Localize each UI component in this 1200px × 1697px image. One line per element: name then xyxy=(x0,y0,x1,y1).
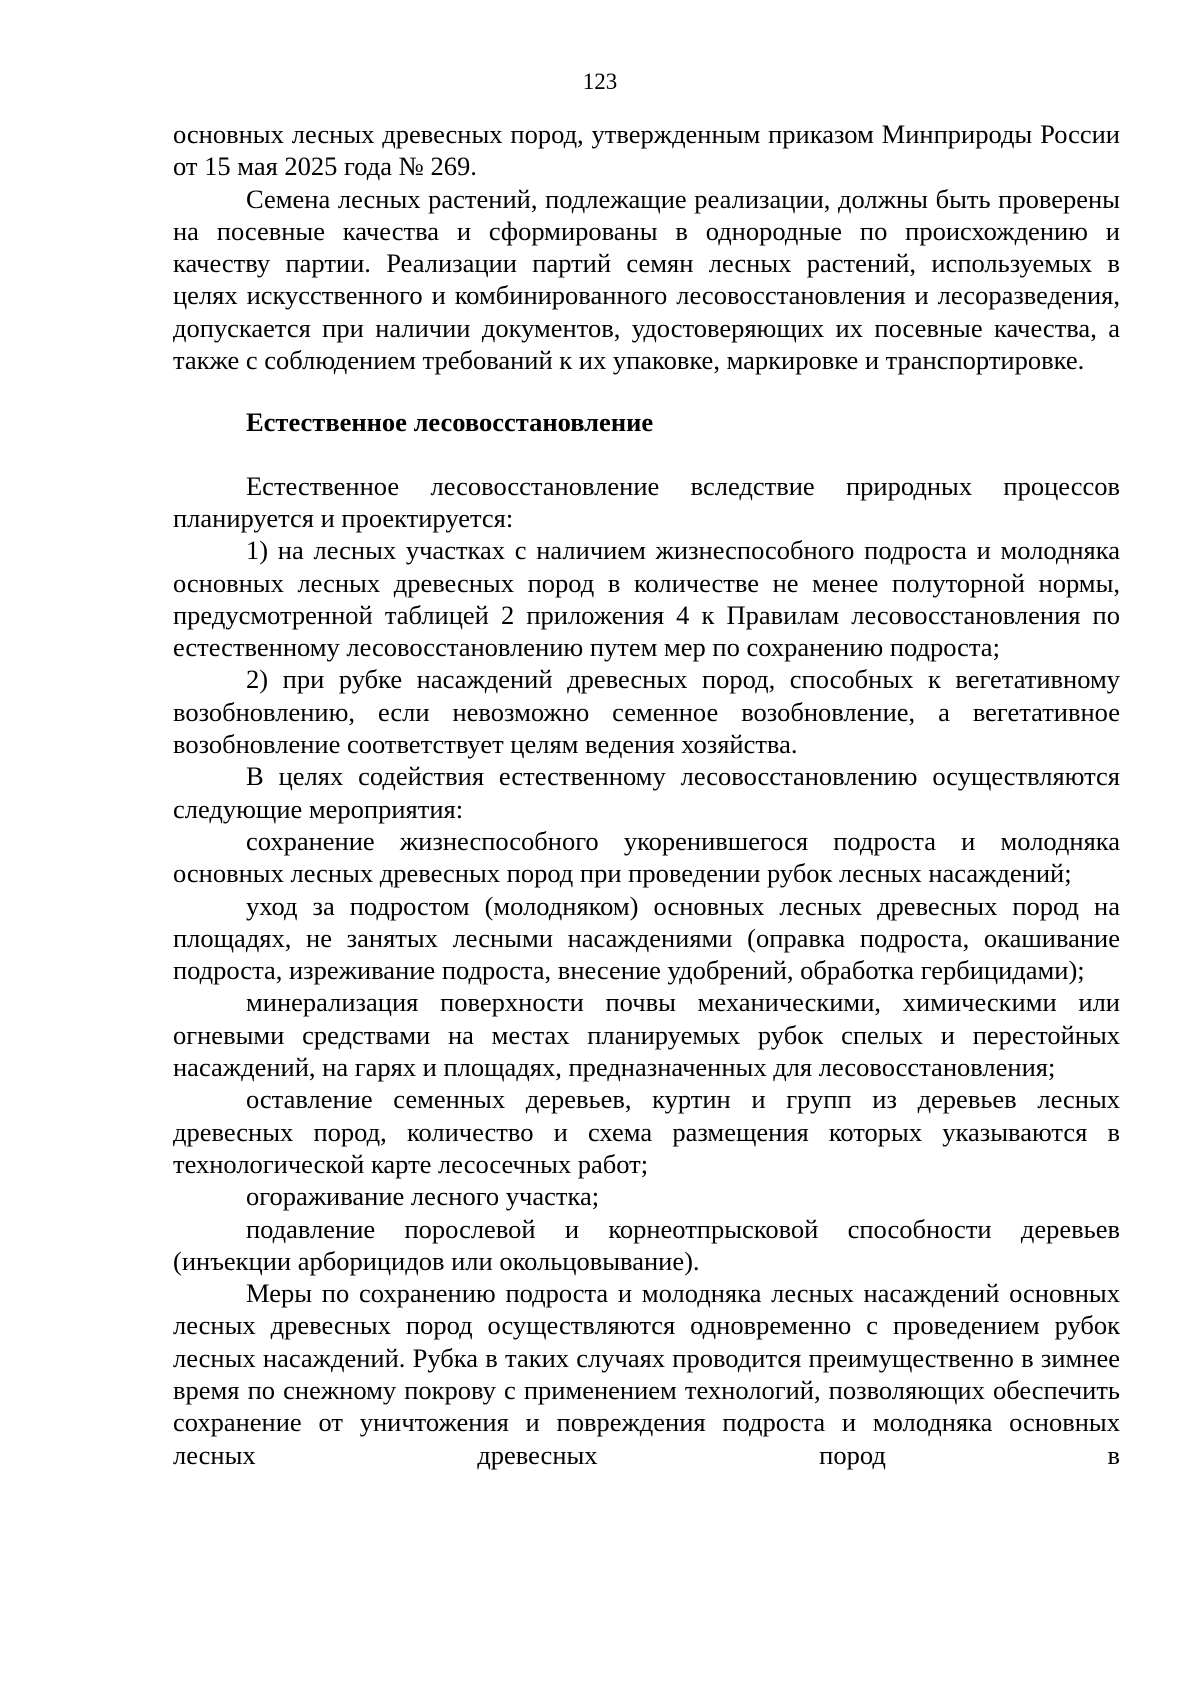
paragraph-intro: Естественное лесовосстановление вследствие природных процессов планируется и проектируется: xyxy=(173,470,1120,533)
section-heading: Естественное лесовосстановление xyxy=(246,407,654,438)
paragraph-seeds: Семена лесных растений, подлежащие реализации, должны быть проверены на посевные качества и сформированы в однородные по происхождению и качеству партии. Реализации партий семян лесных растений, используемых в целях искусственного и комбинированного лесовосстановления и лесоразведения, допускается при наличии документов, удостоверяющих их посевные качества, а также с соблюдением требований к их упаковке, маркировке и транспортировке. xyxy=(173,183,1120,376)
list-item-2: 2) при рубке насаждений древесных пород, способных к вегетативному возобновлению, если невозможно семенное возобновление, а вегетативное возобновление соответствует целям ведения хозяйства. xyxy=(173,664,1120,760)
paragraph-measures-intro: В целях содействия естественному лесовосстановлению осуществляются следующие мероприятия: xyxy=(173,761,1120,824)
document-body xyxy=(173,118,1120,1471)
measure-item: минерализация поверхности почвы механическими, химическими или огневыми средствами на местах планируемых рубок спелых и перестойных насаждений, на гарях и площадях, предназначенных для лесовосстановления; xyxy=(173,987,1120,1083)
paragraph-preservation: Меры по сохранению подроста и молодняка лесных насаждений основных лесных древесных пород осуществляются одновременно с проведением рубок лесных насаждений. Рубка в таких случаях проводится преимущественно в зимнее время по снежному покрову с применением технологий, позволяющих обеспечить сохранение от уничтожения и повреждения подроста и молодняка основных лесных древесных пород в xyxy=(173,1278,1120,1470)
list-item-1: 1) на лесных участках с наличием жизнеспособного подроста и молодняка основных лесных древесных пород в количестве не менее полуторной нормы, предусмотренной таблицей 2 приложения 4 к Правилам лесовосстановления по естественному лесовосстановлению путем мер по сохранению подроста; xyxy=(173,535,1120,663)
measure-item: уход за подростом (молодняком) основных лесных древесных пород на площадях, не занятых лесными насаждениями (оправка подроста, окашивание подроста, изреживание подроста, внесение удобрений, обработка гербицидами); xyxy=(173,890,1120,986)
measure-item: оставление семенных деревьев, куртин и групп из деревьев лесных древесных пород, количество и схема размещения которых указываются в технологической карте лесосечных работ; xyxy=(173,1084,1120,1179)
measure-item: сохранение жизнеспособного укоренившегося подроста и молодняка основных лесных древесных пород при проведении рубок лесных насаждений; xyxy=(173,825,1120,889)
paragraph-continuation: основных лесных древесных пород, утвержденным приказом Минприроды России от 15 мая 2025 года № 269. xyxy=(173,119,1120,182)
page-number: 123 xyxy=(582,69,618,94)
measure-item: огораживание лесного участка; xyxy=(246,1181,600,1212)
measure-item: подавление порослевой и корнеотпрысковой способности деревьев (инъекции арборицидов или окольцовывание). xyxy=(173,1213,1120,1276)
